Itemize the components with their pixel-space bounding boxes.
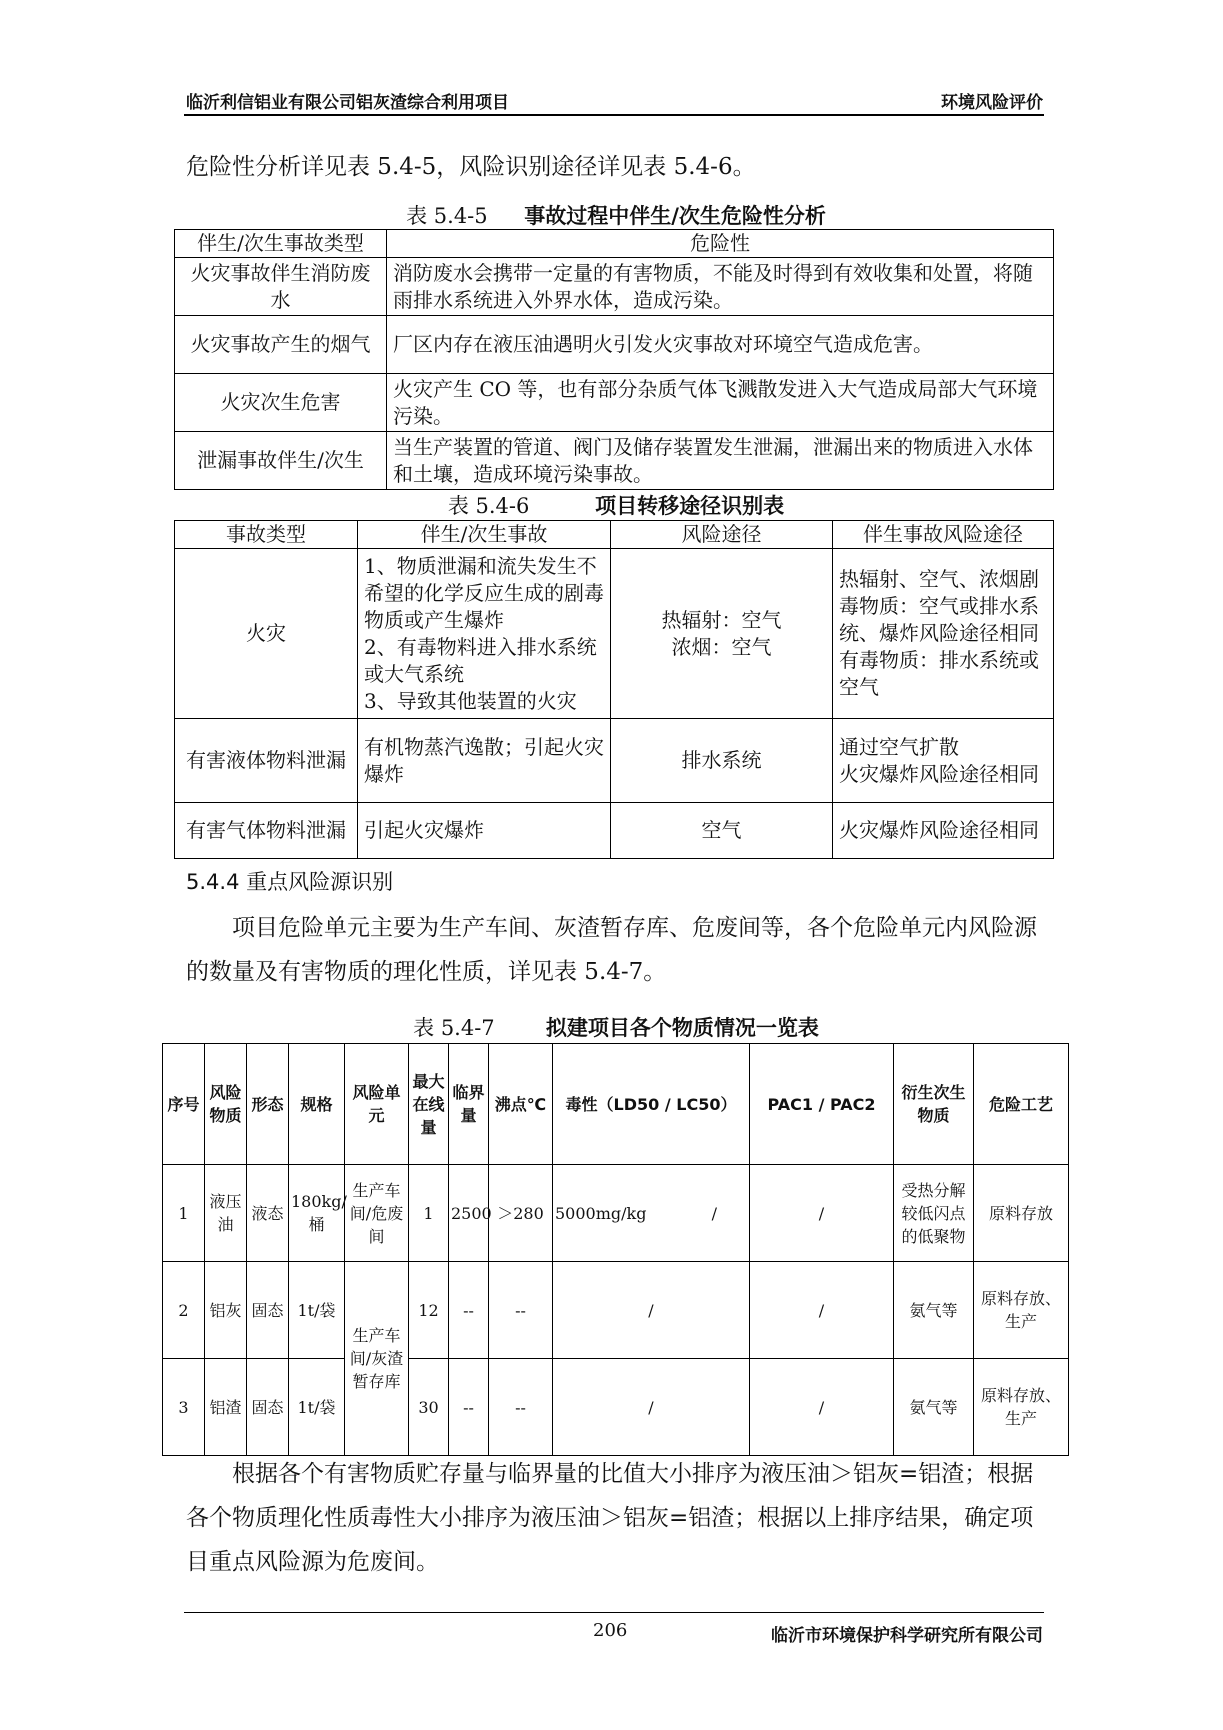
t3-cell: 氨气等 [894, 1359, 974, 1456]
t1-cell: 火灾事故伴生消防废水 [175, 258, 387, 316]
t3-cell: / [750, 1262, 894, 1359]
t3-cell: -- [489, 1359, 553, 1456]
t2-cell: 有害液体物料泄漏 [175, 719, 358, 803]
t3-cell: -- [449, 1359, 489, 1456]
t2-cell: 火灾 [175, 549, 358, 719]
t3-cell: 铝渣 [205, 1359, 247, 1456]
footer-rule [184, 1612, 1044, 1613]
t2-header: 伴生/次生事故 [358, 521, 611, 549]
t2-cell: 空气 [611, 803, 833, 859]
t1-cell: 火灾产生 CO 等，也有部分杂质气体飞溅散发进入大气造成局部大气环境污染。 [387, 374, 1054, 432]
t2-header: 风险途径 [611, 521, 833, 549]
t3-header: 衍生次生物质 [894, 1044, 974, 1165]
t1-header: 伴生/次生事故类型 [175, 230, 387, 258]
t2-cell: 热辐射：空气 浓烟：空气 [611, 549, 833, 719]
t3-cell: 2 [163, 1262, 205, 1359]
t3-cell: 固态 [247, 1262, 289, 1359]
t1-cell: 厂区内存在液压油遇明火引发火灾事故对环境空气造成危害。 [387, 316, 1054, 374]
t3-cell: 1 [409, 1165, 449, 1262]
t3-header: 序号 [163, 1044, 205, 1165]
t3-cell: 30 [409, 1359, 449, 1456]
t3-header: 形态 [247, 1044, 289, 1165]
t2-cell: 1、物质泄漏和流失发生不希望的化学反应生成的剧毒物质或产生爆炸 2、有毒物料进入排水系统或大气系统 3、导致其他装置的火灾 [358, 549, 611, 719]
header-right: 环境风险评价 [941, 93, 1043, 113]
t1-header: 危险性 [387, 230, 1054, 258]
t3-cell: / [750, 1359, 894, 1456]
t1-cell: 当生产装置的管道、阀门及储存装置发生泄漏，泄漏出来的物质进入水体和土壤，造成环境污染事故。 [387, 432, 1054, 490]
t3-cell: / [553, 1262, 750, 1359]
t2-cell: 热辐射、空气、浓烟剧毒物质：空气或排水系统、爆炸风险途径相同 有毒物质：排水系统或空气 [833, 549, 1054, 719]
t3-cell [553, 1165, 750, 1262]
t3-cell: 铝灰 [205, 1262, 247, 1359]
table1-caption-title: 事故过程中伴生/次生危险性分析 [524, 204, 826, 228]
t3-cell: 氨气等 [894, 1262, 974, 1359]
t3-cell: 受热分解较低闪点的低聚物 [894, 1165, 974, 1262]
t2-cell: 通过空气扩散 火灾爆炸风险途径相同 [833, 719, 1054, 803]
t3-toxicity-slash: / [711, 1203, 717, 1223]
t3-cell: 原料存放、生产 [974, 1262, 1069, 1359]
section-title: 5.4.4 重点风险源识别 [186, 870, 394, 894]
t2-header: 伴生事故风险途径 [833, 521, 1054, 549]
t2-cell: 有机物蒸汽逸散；引起火灾爆炸 [358, 719, 611, 803]
table1-caption-num: 表 5.4-5 [406, 204, 488, 228]
t3-cell: / [750, 1165, 894, 1262]
table-5-4-6 [174, 520, 1054, 859]
t3-header: 风险物质 [205, 1044, 247, 1165]
t3-cell: -- [489, 1262, 553, 1359]
t3-cell: 3 [163, 1359, 205, 1456]
t3-cell: 生产车间/灰渣暂存库 [345, 1262, 409, 1456]
t3-header: PAC1 / PAC2 [750, 1044, 894, 1165]
t3-cell: 原料存放 [974, 1165, 1069, 1262]
t3-header: 临界量 [449, 1044, 489, 1165]
table3-caption-title: 拟建项目各个物质情况一览表 [545, 1016, 819, 1040]
header-rule [184, 114, 1044, 116]
t3-cell: / [553, 1359, 750, 1456]
t1-cell: 火灾次生危害 [175, 374, 387, 432]
table3-caption-num: 表 5.4-7 [413, 1016, 495, 1040]
paragraph-2: 项目危险单元主要为生产车间、灰渣暂存库、危废间等，各个危险单元内风险源的数量及有害物质的理化性质，详见表 5.4-7。 [186, 915, 1037, 985]
t3-cell: -- [449, 1262, 489, 1359]
t3-cell: 180kg/桶 [289, 1165, 345, 1262]
t1-cell: 泄漏事故伴生/次生 [175, 432, 387, 490]
table3-caption [186, 1012, 1046, 1042]
t3-header: 危险工艺 [974, 1044, 1069, 1165]
table2-caption-title: 项目转移途径识别表 [595, 494, 785, 518]
t1-cell: 火灾事故产生的烟气 [175, 316, 387, 374]
table1-caption [186, 200, 1046, 230]
t3-cell: 液压油 [205, 1165, 247, 1262]
t3-header: 风险单元 [345, 1044, 409, 1165]
t3-cell: 生产车间/危废间 [345, 1165, 409, 1262]
t3-cell: 原料存放、生产 [974, 1359, 1069, 1456]
t3-header: 规格 [289, 1044, 345, 1165]
t1-cell: 消防废水会携带一定量的有害物质，不能及时得到有效收集和处置，将随雨排水系统进入外界水体，造成污染。 [387, 258, 1054, 316]
paragraph-3: 根据各个有害物质贮存量与临界量的比值大小排序为液压油＞铝灰=铝渣；根据各个物质理化性质毒性大小排序为液压油＞铝灰=铝渣；根据以上排序结果，确定项目重点风险源为危废间。 [186, 1461, 1034, 1575]
t3-header: 沸点℃ [489, 1044, 553, 1165]
table2-caption [186, 490, 1046, 520]
t3-cell: 固态 [247, 1359, 289, 1456]
t2-cell: 有害气体物料泄漏 [175, 803, 358, 859]
t3-toxicity-value: 5000mg/kg [555, 1203, 647, 1223]
t3-cell: ＞280 [489, 1165, 553, 1262]
t2-cell: 火灾爆炸风险途径相同 [833, 803, 1054, 859]
t3-cell: 液态 [247, 1165, 289, 1262]
t2-cell: 引起火灾爆炸 [358, 803, 611, 859]
t3-header: 最大在线量 [409, 1044, 449, 1165]
t3-cell: 1 [163, 1165, 205, 1262]
header-left: 临沂利信铝业有限公司铝灰渣综合利用项目 [186, 93, 509, 113]
t2-header: 事故类型 [175, 521, 358, 549]
table-5-4-5 [174, 229, 1054, 490]
footer-org: 临沂市环境保护科学研究所有限公司 [771, 1626, 1043, 1646]
t3-header: 毒性（LD50 / LC50） [553, 1044, 750, 1165]
table2-caption-num: 表 5.4-6 [447, 494, 530, 518]
t3-cell: 1t/袋 [289, 1359, 345, 1456]
table-5-4-7 [162, 1043, 1069, 1456]
t3-cell: 2500 [449, 1165, 489, 1262]
t3-cell: 1t/袋 [289, 1262, 345, 1359]
t2-cell: 排水系统 [611, 719, 833, 803]
page-number: 206 [593, 1620, 628, 1641]
t3-cell: 12 [409, 1262, 449, 1359]
intro-paragraph: 危险性分析详见表 5.4-5，风险识别途径详见表 5.4-6。 [186, 154, 756, 180]
